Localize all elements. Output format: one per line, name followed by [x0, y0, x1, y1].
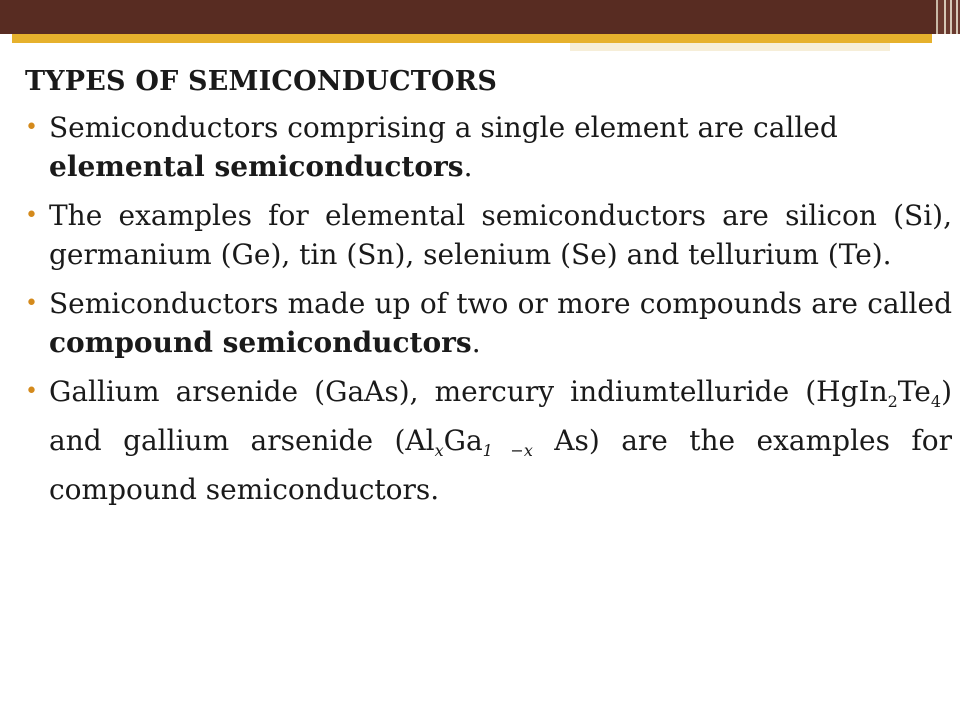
bullet-item	[22, 108, 952, 186]
bullet-icon: •	[25, 379, 38, 404]
bullet-bold-term: compound semiconductors	[49, 326, 472, 359]
bullet-text: As) are the examples for compound semiconductors.	[49, 424, 952, 506]
bullet-item	[22, 284, 952, 362]
banner-stripe	[944, 0, 946, 34]
bullet-item	[22, 372, 952, 509]
bullet-icon: •	[25, 115, 38, 140]
accent-strip-light	[570, 43, 890, 51]
bullet-text: Gallium arsenide (GaAs), mercury indiumtelluride (HgIn	[49, 375, 888, 408]
bullet-text: ) and gallium arsenide (Al	[49, 375, 952, 457]
bullet-bold-term: elemental semiconductors	[49, 150, 464, 183]
subscript: x	[434, 441, 444, 460]
bullet-icon: •	[25, 203, 38, 228]
subscript: 2	[887, 392, 898, 411]
subscript: 1 −x	[482, 441, 533, 460]
bullet-text: .	[463, 150, 473, 183]
slide-content	[22, 62, 952, 519]
slide-title: TYPES OF SEMICONDUCTORS	[25, 66, 498, 97]
bullet-icon: •	[25, 291, 38, 316]
bullet-list	[22, 108, 952, 509]
bullet-text: Semiconductors comprising a single element are called	[49, 111, 838, 144]
bullet-text: Ga	[443, 424, 483, 457]
bullet-text: .	[471, 326, 481, 359]
bullet-item	[22, 196, 952, 274]
right-banner-band	[938, 0, 960, 34]
accent-strip	[12, 34, 932, 43]
bullet-text: The examples for elemental semiconductors are silicon (Si), germanium (Ge), tin (Sn), selenium (Se) and tellurium (Te).	[49, 199, 952, 271]
bullet-text: Te	[897, 375, 931, 408]
subscript: 4	[930, 392, 942, 411]
banner-stripe	[950, 0, 952, 34]
bullet-text: Semiconductors made up of two or more compounds are called	[49, 287, 952, 320]
banner-stripe	[956, 0, 958, 34]
top-banner	[0, 0, 960, 34]
